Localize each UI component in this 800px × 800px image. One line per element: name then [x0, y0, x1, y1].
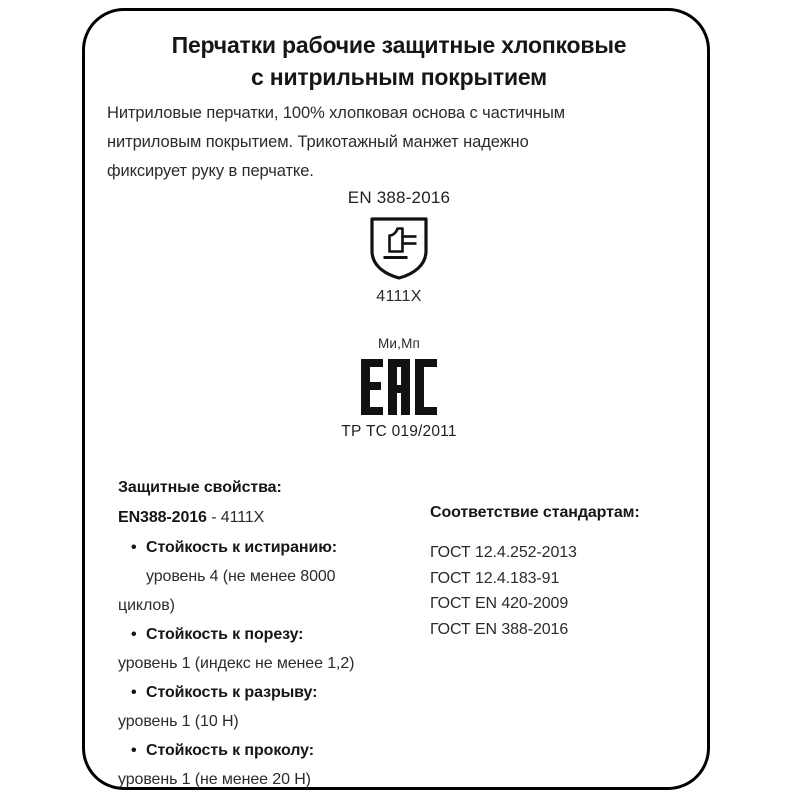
en388-rating-line — [118, 503, 418, 533]
property-item — [118, 678, 418, 736]
property-value-line-1: уровень 4 (не менее 8000 — [146, 568, 336, 585]
en388-rating-code: 4111X — [220, 509, 265, 526]
technical-regulation-label: ТР ТС 019/2011 — [341, 423, 457, 440]
en388-rating-standard: EN388-2016 — [118, 509, 207, 526]
bullet-icon: • — [131, 626, 137, 643]
standard-item: ГОСТ 12.4.183-91 — [430, 569, 560, 587]
property-value-line-1: уровень 1 (10 Н) — [118, 713, 239, 730]
eac-protection-types-label: Ми,Мп — [377, 336, 421, 351]
product-description — [107, 99, 695, 186]
bullet-icon: • — [131, 539, 137, 556]
property-name-text: Стойкость к разрыву: — [146, 684, 318, 701]
standards-column — [430, 498, 695, 642]
property-name — [118, 620, 418, 649]
product-description-line-3: фиксирует руку в перчатке. — [107, 162, 314, 180]
standard-item: ГОСТ 12.4.252-2013 — [430, 544, 577, 561]
property-item — [118, 620, 418, 678]
property-value-line-1: уровень 1 (индекс не менее 1,2) — [118, 655, 355, 672]
en388-performance-code: 4111X — [376, 288, 422, 305]
property-name — [118, 533, 418, 562]
en388-rating-separator: - — [206, 509, 221, 526]
en388-pictogram-block — [85, 187, 713, 307]
standard-item: ГОСТ EN 388-2016 — [430, 620, 569, 638]
property-name-text: Стойкость к проколу: — [146, 742, 314, 759]
page-title — [85, 29, 713, 93]
mechanical-hazard-shield-icon — [85, 215, 713, 281]
specifications-section — [85, 473, 713, 788]
property-name-text: Стойкость к порезу: — [146, 626, 304, 643]
property-value-line-1: уровень 1 (не менее 20 Н) — [118, 771, 311, 788]
property-name — [118, 678, 418, 707]
product-info-card — [82, 8, 710, 790]
en388-standard-label: EN 388-2016 — [347, 188, 451, 207]
property-name — [118, 736, 418, 765]
product-description-line-1: Нитриловые перчатки, 100% хлопковая основа с частичным — [107, 104, 565, 122]
protective-properties-column — [118, 473, 418, 794]
standards-heading: Соответствие стандартам: — [430, 504, 640, 521]
standard-item: ГОСТ EN 420-2009 — [430, 595, 569, 612]
page-title-line-2: с нитрильным покрытием — [250, 64, 547, 90]
property-item — [118, 533, 418, 620]
product-description-line-2: нитриловым покрытием. Трикотажный манжет надежно — [107, 133, 529, 151]
page-title-line-1: Перчатки рабочие защитные хлопковые — [171, 32, 627, 58]
standards-list — [430, 540, 695, 642]
property-value-line-2: циклов) — [118, 597, 175, 614]
property-item — [118, 736, 418, 794]
protective-properties-heading: Защитные свойства: — [118, 479, 282, 496]
property-name-text: Стойкость к истиранию: — [146, 539, 337, 556]
bullet-icon: • — [131, 742, 137, 759]
eac-conformity-mark-icon — [85, 359, 713, 415]
eac-mark-block — [85, 335, 713, 442]
bullet-icon: • — [131, 684, 137, 701]
